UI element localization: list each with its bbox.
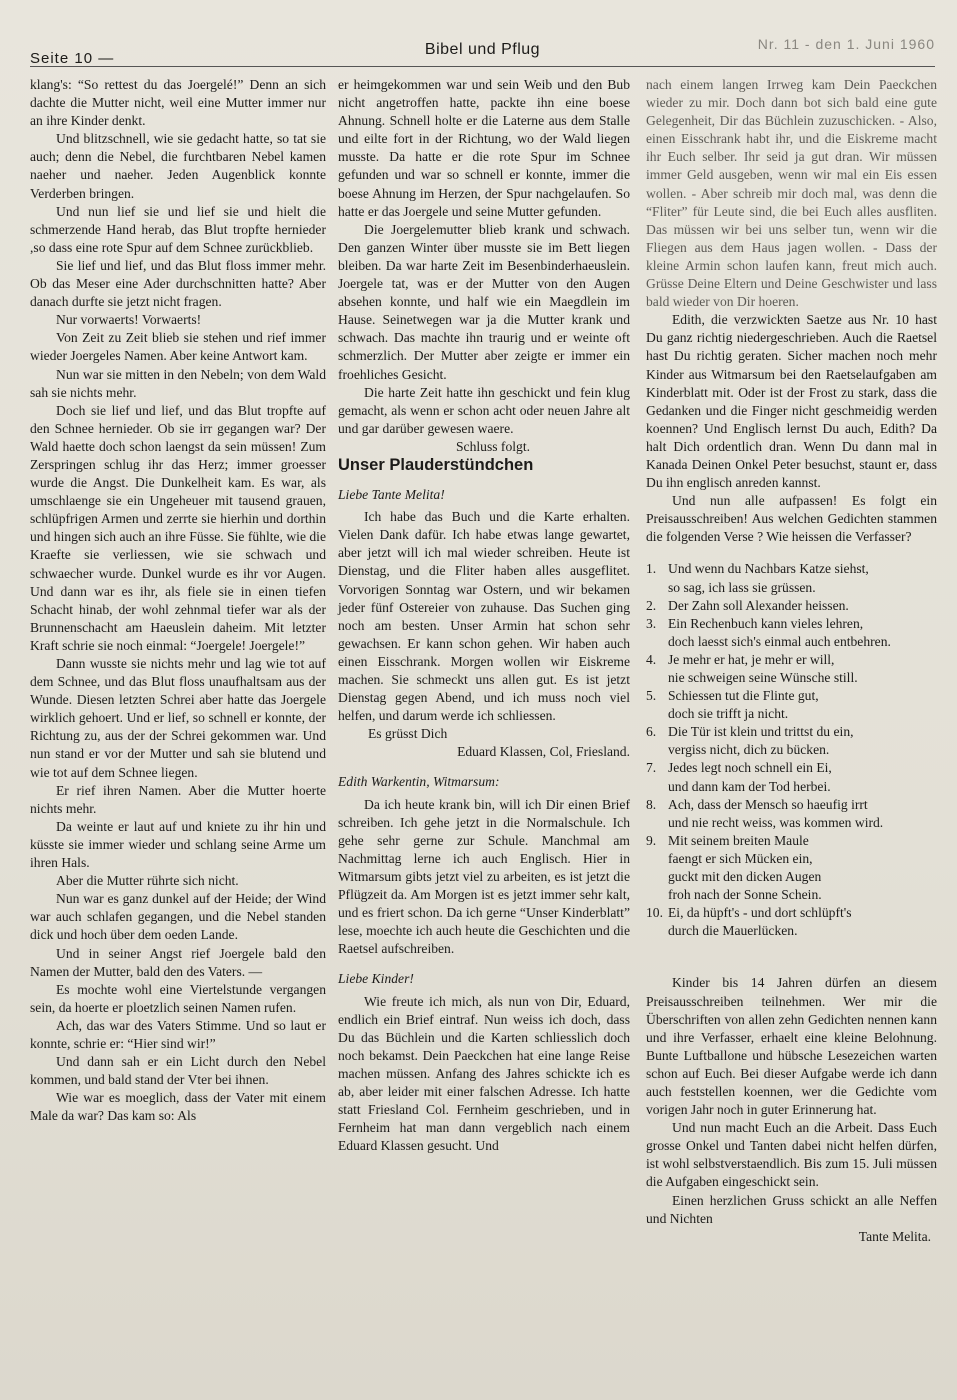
- column-1: [30, 76, 326, 1125]
- page-header: [30, 36, 935, 68]
- verse-item: 8. Ach, dass der Mensch so haeufig irrt und nie recht weiss, was kommen wird.: [646, 796, 884, 830]
- letter-salutation: Liebe Tante Melita!: [338, 487, 445, 503]
- paragraph: Nur vorwaerts! Vorwaerts!: [56, 312, 202, 328]
- paragraph: Einen herzlichen Gruss schickt an alle Neffen und Nichten: [646, 1192, 937, 1226]
- paragraph: Und nun lief sie und lief sie und hielt die schmerzende Hand herab, das Blut tropfte hernieder ,so dass eine rote Spur auf dem Schnee zurückblieb.: [30, 203, 326, 255]
- verse-item: 1. Und wenn du Nachbars Katze siehst, so sag, ich lass sie grüssen.: [646, 561, 869, 595]
- section-title: Unser Plauderstündchen: [338, 455, 534, 474]
- reply-salutation: Liebe Kinder!: [338, 971, 414, 987]
- paragraph: Dann wusste sie nichts mehr und lag wie tot auf dem Schnee, und das Blut floss unaufhaltsam aus der Wunde. Diesen letzten Schrei aber hatte das Joergele wirklich gehoert. Und er lief, so schnell er konnte, der Richtung zu, aus der der Schrei gekommen war. Und nun stand er vor der Mutter und sah sie blutend und wie tot auf dem Schnee liegen.: [30, 656, 326, 780]
- verse-item: 3. Ein Rechenbuch kann vieles lehren, doch laesst sich's einmal auch entbehren.: [646, 615, 891, 649]
- page-number: Seite 10 —: [30, 50, 115, 67]
- signoff: Tante Melita.: [858, 1228, 931, 1244]
- letter-signature: Eduard Klassen, Col, Friesland.: [457, 744, 630, 760]
- paragraph: er heimgekommen war und sein Weib und den Bub nicht angetroffen hatte, packte ihn eine boese Ahnung. Schnell holte er die Laterne aus dem Stalle und eilte fort in der Richtung, wo der Wald liegen musste. Da hatte er die rote Spur im Schnee gefunden und war so schnell er konnte, immer die boese Ahnung im Herzen, der Spur nachgelaufen. So hatte er das Joergele und seine Mutter gefunden.: [338, 77, 630, 219]
- paragraph: Er rief ihren Namen. Aber die Mutter hoerte nichts mehr.: [30, 782, 326, 816]
- paragraph: Und nun macht Euch an die Arbeit. Dass Euch grosse Onkel und Tanten dabei nicht helfen dürfen, ist wohl selbstverstaendlich. Bis zum 15. Juli müssen die Aufgaben eingeschickt sein.: [646, 1120, 937, 1190]
- paragraph: klang's: “So rettest du das Joergelé!” Denn an sich dachte die Mutter nicht, weil eine Mutter immer nur an ihre Kinder denkt.: [30, 77, 326, 129]
- reply-body: nach einem langen Irrweg kam Dein Paeckchen wieder zu mir. Doch dann bot sich bald eine gute Gelegenheit, Dir das Büchlein zuzuschicken. - Also, einen Eisschrank habt ihr, und die Eiskreme macht ihr Euch selber. Ihr seid ja gut dran. Wir müssen immer Geld ausgeben, wenn wir mal ein Eis essen wollen. - Aber schreib mir doch mal, was denn die “Fliter” für Leute sind, die bei Euch alles ausfliten. Das müssen wir bei uns selber tun, wenn wir die Fliegen aus dem Haus jagen wollen. - Dass der kleine Armin schon laufen kann, freut mich auch. Grüsse Deine Eltern und Deine Geschwister und lass bald wieder von Dir hoeren.: [646, 77, 937, 310]
- verse-item: 4. Je mehr er hat, je mehr er will, nie schweigen seine Wünsche still.: [646, 651, 858, 685]
- verse-item: 6. Die Tür ist klein und trittst du ein, vergiss nicht, dich zu bücken.: [646, 724, 854, 758]
- paragraph: Kinder bis 14 Jahren dürfen an diesem Preisausschreiben teilnehmen. Wer mir die Überschriften von allen zehn Gedichten nennen kann und ihre Verfasser, erhaelt eine kleine Belohnung. Bunte Luftballone und hübsche Lesezeichen warten schon auf Euch. Bei dieser Aufgabe werde ich dann auch feststellen koennen, wer die Gedichte vom vorigen Jahr noch in guter Erinnerung hat.: [646, 975, 937, 1118]
- paragraph: Wie war es moeglich, dass der Vater mit einem Male da war? Das kam so: Als: [30, 1090, 326, 1124]
- verse-item: 9. Mit seinem breiten Maule faengt er sich Mücken ein, guckt mit den dicken Augen froh nach der Sonne Schein.: [646, 832, 822, 903]
- to-be-continued: Schluss folgt.: [455, 438, 530, 454]
- verse-list: [646, 560, 937, 940]
- letter-salutation: Edith Warkentin, Witmarsum:: [338, 774, 500, 790]
- paragraph: Es mochte wohl eine Viertelstunde vergangen sein, da hoerte er ploetzlich seinen Namen rufen.: [30, 981, 326, 1015]
- paragraph: Da weinte er laut auf und kniete zu ihr hin und küsste sie immer wieder und schlang seine Arme um ihren Hals.: [30, 818, 326, 871]
- issue-date: Nr. 11 - den 1. Juni 1960: [757, 36, 935, 52]
- verse-item: 5. Schiessen tut die Flinte gut, doch sie trifft ja nicht.: [646, 688, 819, 722]
- reply-body: Wie freute ich mich, als nun von Dir, Eduard, endlich ein Brief eintraf. Nun weiss ich doch, dass Du das Büchlein und die Karten schliesslich doch noch bekamst. Dein Paeckchen hat eine lange Reise machen müssen. Anfang des Jahres schickte ich es ab, aber leider mit einer falschen Adresse. Ich hatte statt Friesland Col. Fernheim geschrieben, und in Fernheim hat man dann vergeblich nach einem Eduard Klassen gesucht. Und: [338, 993, 630, 1154]
- paragraph: Doch sie lief und lief, und das Blut tropfte auf den Schnee hernieder. Ob sie irr gegangen war? Der Wald haette doch schon laengst da sein müssen! Zum Zerspringen schlug ihr das Herz; immer groesser wurde die Angst. Die Dunkelheit kam. Es war, als umschlaenge sie ein Ungeheuer mit tausend grauen, schlüpfrigen Armen und zerrte sie hierhin und dorthin und hingen sich auch an ihre Füsse. Sie fühlte, wie die Kraefte sie verliessen, wie sie schwach und schwaecher wurde. Dunkel wurde es ihr vor Augen. Und dann war es ihr, als fiele sie in einen tiefen Schacht hinab, der wohl zehnmal tiefer war als der Brunnenschacht am Haeuslein daheim. Mit letzter Kraft schrie sie noch einmal: “Joergele! Joergele!”: [30, 402, 326, 653]
- paragraph: Die harte Zeit hatte ihn geschickt und fein klug gemacht, als wenn er schon acht oder neuen Jahre alt und gar darüber gewesen waere.: [338, 384, 630, 436]
- paragraph: Von Zeit zu Zeit blieb sie stehen und rief immer wieder Joergeles Namen. Aber keine Antwort kam.: [30, 330, 326, 364]
- verse-item: 7. Jedes legt noch schnell ein Ei, und dann kam der Tod herbei.: [646, 760, 832, 794]
- header-rule: [30, 66, 935, 67]
- paragraph: Sie lief und lief, und das Blut floss immer mehr. Ob das Meser eine Ader durchschnitten hatte? Aber danach durfte sie jetzt nicht fragen.: [30, 257, 326, 310]
- verse-item: 2. Der Zahn soll Alexander heissen.: [646, 597, 849, 613]
- publication-title: Bibel und Pflug: [424, 41, 541, 58]
- paragraph: Ach, das war des Vaters Stimme. Und so laut er konnte, schrie er: “Hier sind wir!”: [30, 1017, 326, 1051]
- letter-body: Ich habe das Buch und die Karte erhalten. Vielen Dank dafür. Ich habe etwas lange gewartet, aber jetzt will ich mal wieder schreiben. Heute ist Dienstag, und die Fliter haben alles ausgeflitet. Vorvorigen Sonntag war Ostern, und wir bekamen jeder fünf Ostereier von zuhause. Das Suchen ging noch am besten. Unser Armin hat schon sehr gewachsen. Er kann schon gehen. Wir haben auch einen Eisschrank. Morgen wollen wir Eiskreme machen. Sie schmeckt uns allen gut. Es ist jetzt Dienstag gegen Abend, und ich muss noch viel helfen, und darum werde ich schliessen.: [338, 509, 630, 724]
- letter-body: Da ich heute krank bin, will ich Dir einen Brief schreiben. Ich gehe jetzt in die Normalschule. Ich gehe sehr gerne zur Schule. Manchmal am Nachmittag lerne ich auch Englisch. Hier in Witmarsum gibts jetzt viel zu arbeiten, es ist jetzt die Pflügzeit da. Am Morgen ist es jetzt immer sehr kalt, und es friert schon. Da ich gerne “Unser Kinderblatt” lese, moechte ich auch heute die Geschichten und die Raetsel aufschreiben.: [338, 796, 630, 957]
- paragraph: Und blitzschnell, wie sie gedacht hatte, so tat sie auch; denn die Nebel, die furchtbaren Nebel kamen naeher und naeher. Jeden Augenblick konnte Verderben bringen.: [30, 131, 326, 201]
- column-2: [338, 76, 630, 1155]
- paragraph: Aber die Mutter rührte sich nicht.: [56, 873, 239, 889]
- paragraph: Und in seiner Angst rief Joergele bald den Namen der Mutter, bald den des Vaters. —: [30, 945, 326, 979]
- letter-closing: Es grüsst Dich: [368, 726, 448, 742]
- paragraph: Und nun alle aufpassen! Es folgt ein Preisausschreiben! Aus welchen Gedichten stammen die folgenden Verse ? Wie heissen die Verfasser?: [646, 493, 937, 545]
- paragraph: Nun war es ganz dunkel auf der Heide; der Wind war auch schlafen gegangen, und die Nebel standen dick und hoch über dem oeden Lande.: [30, 891, 326, 943]
- column-3: [646, 76, 937, 1246]
- paragraph: Und dann sah er ein Licht durch den Nebel kommen, und bald stand der Vter bei ihnen.: [30, 1054, 326, 1088]
- paragraph: Edith, die verzwickten Saetze aus Nr. 10 hast Du ganz richtig niedergeschrieben. Auch die Raetsel hast Du richtig geraten. Sicher machen noch mehr Kinder aus Witmarsum bei den Raetselaufgaben am Kinderblatt mit. Oder ist der Frost zu stark, dass die Gedanken und die Finger nicht geschmeidig werden koennen? Und Englisch lernst Du auch, Edith? Da halt Dich ordentlich dran. Wenn Du dann mal in Kanada Deinen Onkel Peter besuchst, staunt er, dass Du ihn englisch anreden kannst.: [646, 312, 937, 491]
- paragraph: Die Joergelemutter blieb krank und schwach. Den ganzen Winter über musste sie im Bett liegen bleiben. Da war harte Zeit im Besenbinderhaeuslein. Joergele tat, was er der Mutter von den Augen absehen konnte, und half wie ein Maegdlein im Hause. Seinetwegen war ja die Mutter krank und schwach. Das machte ihn traurig und er weinte oft schmerzlich. Der Mutter aber zeigte er immer ein froehliches Gesicht.: [338, 221, 630, 382]
- verse-item: 10. Ei, da hüpft's - und dort schlüpft's durch die Mauerlücken.: [646, 905, 852, 939]
- paragraph: Nun war sie mitten in den Nebeln; von dem Wald sah sie nichts mehr.: [30, 366, 326, 400]
